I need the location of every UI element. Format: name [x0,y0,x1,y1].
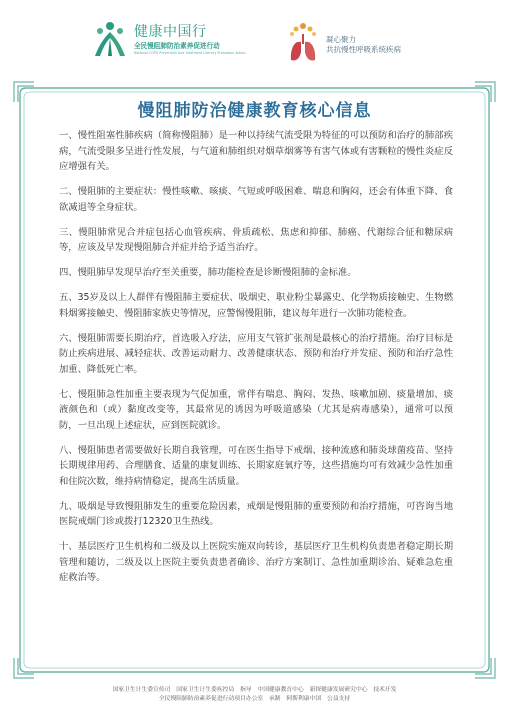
message-list [59,128,453,595]
message-6: 六、慢阻肺需要长期治疗，首选吸入疗法，应用支气管扩张剂是最核心的治疗措施。治疗目标是防止疾病进展、减轻症状、改善运动耐力、改善健康状态、预防和治疗并发症、预防和治疗急性加重、降低死亡率。 [59,332,453,375]
brand-title: 健康中国行 [134,24,207,40]
right-brand [326,35,401,55]
message-5: 五、35岁及以上人群伴有慢阻肺主要症状、吸烟史、职业粉尘暴露史、化学物质接触史、生物燃料烟雾接触史、慢阻肺家族史等情况，应警惕慢阻肺，建议每年进行一次肺功能检查。 [59,292,453,319]
brand-subtitle: 全民慢阻肺防治素养促进行动 [134,42,220,50]
footer-credits-line-1: 国家卫生计生委宣传司 国家卫生计生委疾控局 指导 中国健康教育中心 新探健康发展研究中心 技术开发 [112,687,397,693]
message-9: 九、吸烟是导致慢阻肺发生的重要危险因素，戒烟是慢阻肺的重要预防和治疗措施，可咨询当地医院戒烟门诊或拨打12320卫生热线。 [59,500,453,527]
message-7: 七、慢阻肺急性加重主要表现为气促加重，常伴有喘息、胸闷、发热、咳嗽加剧、痰量增加、痰液颜色和（或）黏度改变等，其最常见的诱因为呼吸道感染（尤其是病毒感染），通常可以预防，一旦出现上述症状，应到医院就诊。 [59,388,453,431]
message-3: 三、慢阻肺常见合并症包括心血管疾病、骨质疏松、焦虑和抑郁、肺癌、代谢综合征和糖尿病等，应该及早发现慢阻肺合并症并给予适当治疗。 [59,226,453,253]
left-brand [134,24,284,56]
message-1: 一、慢性阻塞性肺疾病（简称慢阻肺）是一种以持续气流受限为特征的可以预防和治疗的肺部疾病，气流受限多呈进行性发展，与气道和肺组织对烟草烟雾等有害气体或有害颗粒的慢性炎症反应增强有关。 [59,130,453,172]
message-4: 四、慢阻肺早发现早治疗至关重要，肺功能检查是诊断慢阻肺的金标准。 [59,267,357,278]
message-2: 二、慢阻肺的主要症状：慢性咳嗽、咳痰、气短或呼吸困难、喘息和胸闷，还会有体重下降、食欲减退等全身症状。 [59,186,453,213]
footer-credits-line-2: 全民慢阻肺防治素养促进行动项目办公室 承制 阿斯利康中国 公益支持 [158,696,351,702]
header [0,0,509,78]
page-title: 慢阻肺防治健康教育核心信息 [137,101,372,121]
slogan-line-1: 凝心聚力 [326,35,356,44]
lungs-logo-icon [286,20,320,64]
slogan-line-2: 共抗慢性呼吸系统疾病 [326,45,401,54]
brand-english: National COPD Prevention And Treatment Literacy Promotion Action [134,51,246,55]
health-china-logo-icon [92,20,128,60]
message-8: 八、慢阻肺患者需要做好长期自我管理，可在医生指导下戒烟、接种流感和肺炎球菌疫苗、坚持长期规律用药、合理膳食、适量的康复训练、长期家庭氧疗等，这些措施均可有效减少急性加重和住院次数，维持病情稳定，提高生活质量。 [59,444,453,487]
footer [0,686,509,704]
message-10: 十、基层医疗卫生机构和二级及以上医院实施双向转诊，基层医疗卫生机构负责患者稳定期长期管理和随访，二级及以上医院主要负责患者确诊、治疗方案制订、急性加重期诊治、疑难急危重症救治等。 [59,541,453,583]
